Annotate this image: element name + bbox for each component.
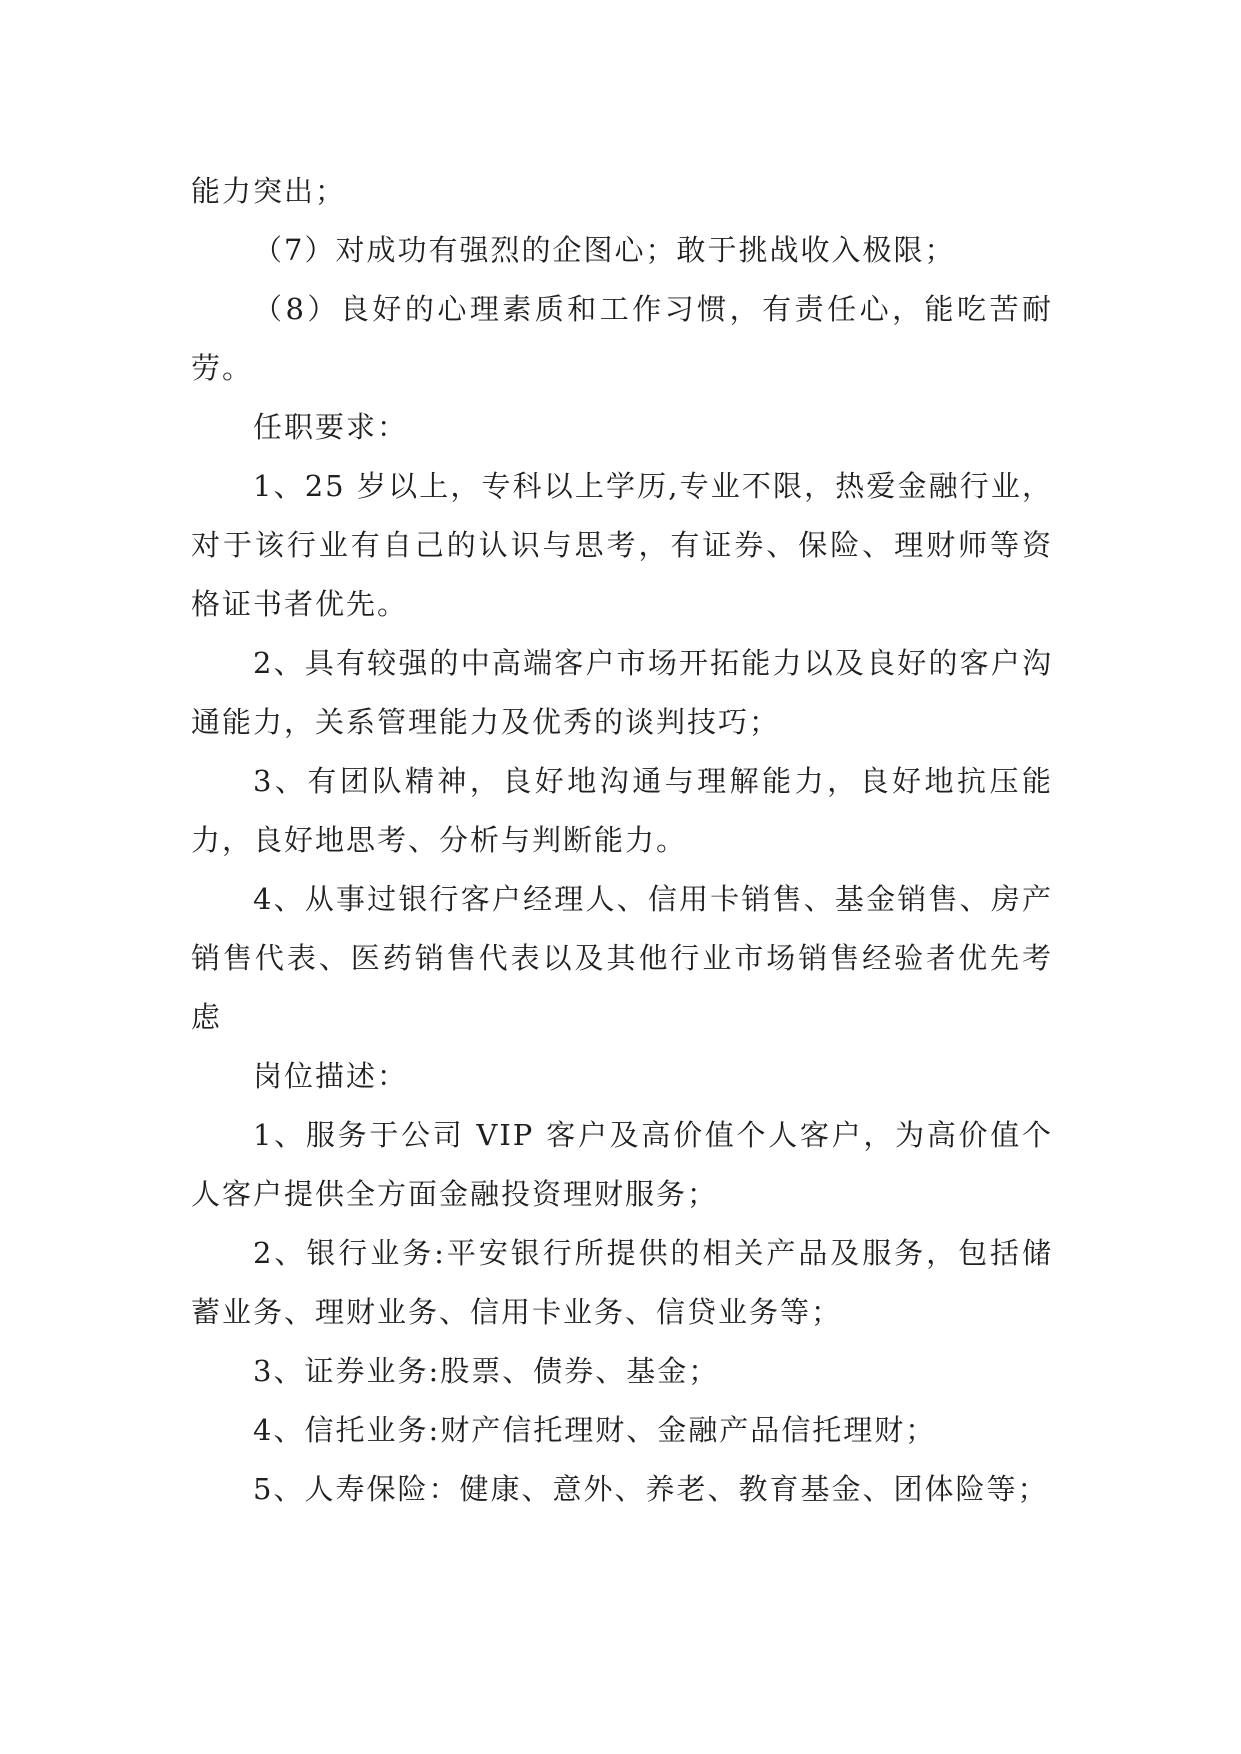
document-body bbox=[191, 162, 1053, 1519]
requirement-2: 2、具有较强的中高端客户市场开拓能力以及良好的客户沟通能力，关系管理能力及优秀的谈判技巧； bbox=[191, 646, 1053, 739]
requirement-1: 1、25 岁以上，专科以上学历,专业不限，热爱金融行业，对于该行业有自己的认识与思考，有证券、保险、理财师等资格证书者优先。 bbox=[191, 469, 1053, 621]
section-heading-description: 岗位描述： bbox=[253, 1059, 409, 1093]
paragraph-item-7: （7）对成功有强烈的企图心；敢于挑战收入极限； bbox=[253, 233, 956, 267]
paragraph-item-8: （8）良好的心理素质和工作习惯，有责任心，能吃苦耐劳。 bbox=[191, 292, 1053, 385]
description-5: 5、人寿保险：健康、意外、养老、教育基金、团体险等； bbox=[253, 1472, 1049, 1506]
requirement-4: 4、从事过银行客户经理人、信用卡销售、基金销售、房产销售代表、医药销售代表以及其他行业市场销售经验者优先考虑 bbox=[191, 882, 1053, 1034]
description-1: 1、服务于公司 VIP 客户及高价值个人客户，为高价值个人客户提供全方面金融投资理财服务； bbox=[191, 1118, 1053, 1211]
section-heading-requirements: 任职要求： bbox=[253, 410, 409, 444]
description-2: 2、银行业务:平安银行所提供的相关产品及服务，包括储蓄业务、理财业务、信用卡业务、信贷业务等； bbox=[191, 1236, 1053, 1329]
paragraph-continuation: 能力突出； bbox=[191, 174, 347, 208]
description-3: 3、证券业务:股票、债券、基金； bbox=[253, 1354, 720, 1388]
description-4: 4、信托业务:财产信托理财、金融产品信托理财； bbox=[253, 1413, 937, 1447]
requirement-3: 3、有团队精神，良好地沟通与理解能力，良好地抗压能力，良好地思考、分析与判断能力。 bbox=[191, 764, 1053, 857]
